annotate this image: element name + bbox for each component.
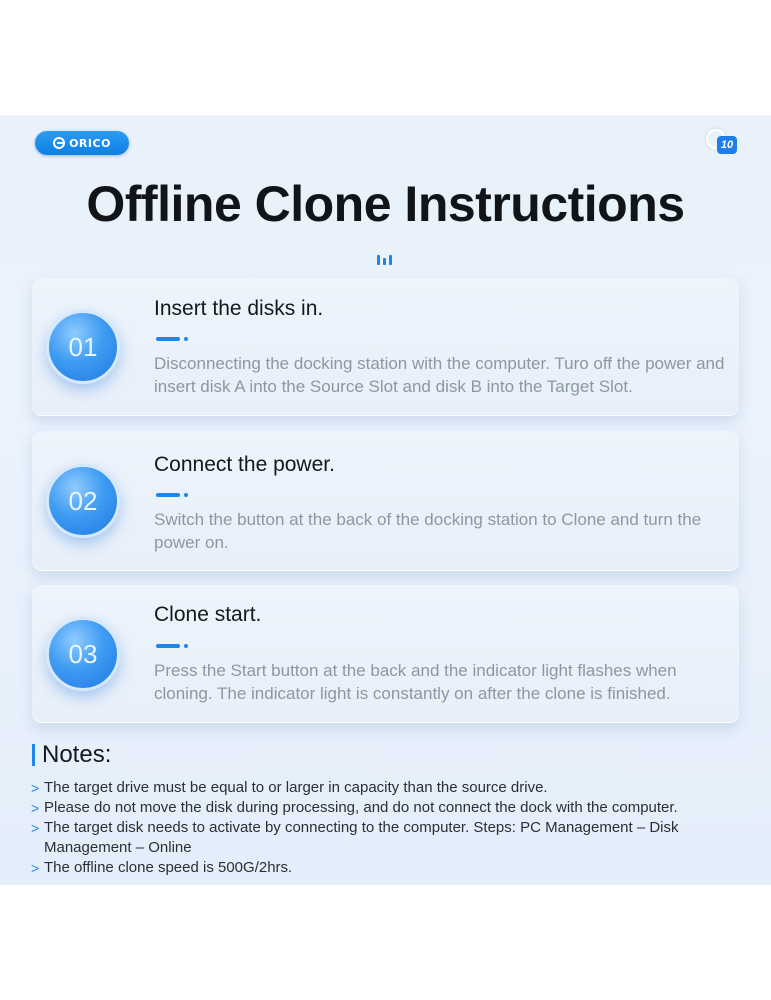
step-description: Press the Start button at the back and the indicator light flashes when cloning. The indicator light is constantly on after the clone is finished. <box>154 661 677 703</box>
step-title: Connect the power. <box>154 453 335 476</box>
step-card-1 <box>32 278 739 416</box>
notes-title: Notes: <box>42 741 112 768</box>
note-bullet: > <box>31 860 40 876</box>
step-number-badge: 01 <box>46 310 120 384</box>
step-card-2 <box>32 431 739 571</box>
logo-mark-icon <box>53 137 65 149</box>
step-card-3 <box>32 585 739 723</box>
step-number-badge: 03 <box>46 617 120 691</box>
note-text: The target disk needs to activate by connecting to the computer. Steps: PC Management – Disk Management – Online <box>44 819 679 856</box>
step-divider-icon <box>156 493 188 497</box>
instructions-panel <box>0 115 771 885</box>
notes-accent-bar <box>32 744 35 766</box>
note-item <box>31 818 731 858</box>
title-bars-icon <box>377 253 395 265</box>
note-text: The target drive must be equal to or larger in capacity than the source drive. <box>44 779 548 796</box>
step-description: Switch the button at the back of the docking station to Clone and turn the power on. <box>154 510 702 552</box>
step-divider-icon <box>156 644 188 648</box>
page-title: Offline Clone Instructions <box>86 176 685 232</box>
step-title: Insert the disks in. <box>154 297 324 320</box>
note-item <box>31 798 731 818</box>
badge-number: 10 <box>717 136 737 154</box>
note-bullet: > <box>31 780 40 796</box>
note-text: Please do not move the disk during processing, and do not connect the dock with the computer. <box>44 799 678 816</box>
note-bullet: > <box>31 800 40 816</box>
step-divider-icon <box>156 337 188 341</box>
step-title: Clone start. <box>154 603 262 626</box>
note-item <box>31 778 731 798</box>
step-description: Disconnecting the docking station with the computer. Turo off the power and insert disk A into the Source Slot and disk B into the Target Slot. <box>154 354 725 396</box>
note-item <box>31 858 731 878</box>
step-number-badge: 02 <box>46 464 120 538</box>
notes-heading <box>32 742 111 768</box>
logo-text: ORICO <box>69 136 111 150</box>
corner-badge <box>706 129 738 157</box>
note-text: The offline clone speed is 500G/2hrs. <box>44 859 293 876</box>
note-bullet: > <box>31 820 40 836</box>
notes-list <box>31 778 731 878</box>
orico-logo <box>35 131 129 155</box>
